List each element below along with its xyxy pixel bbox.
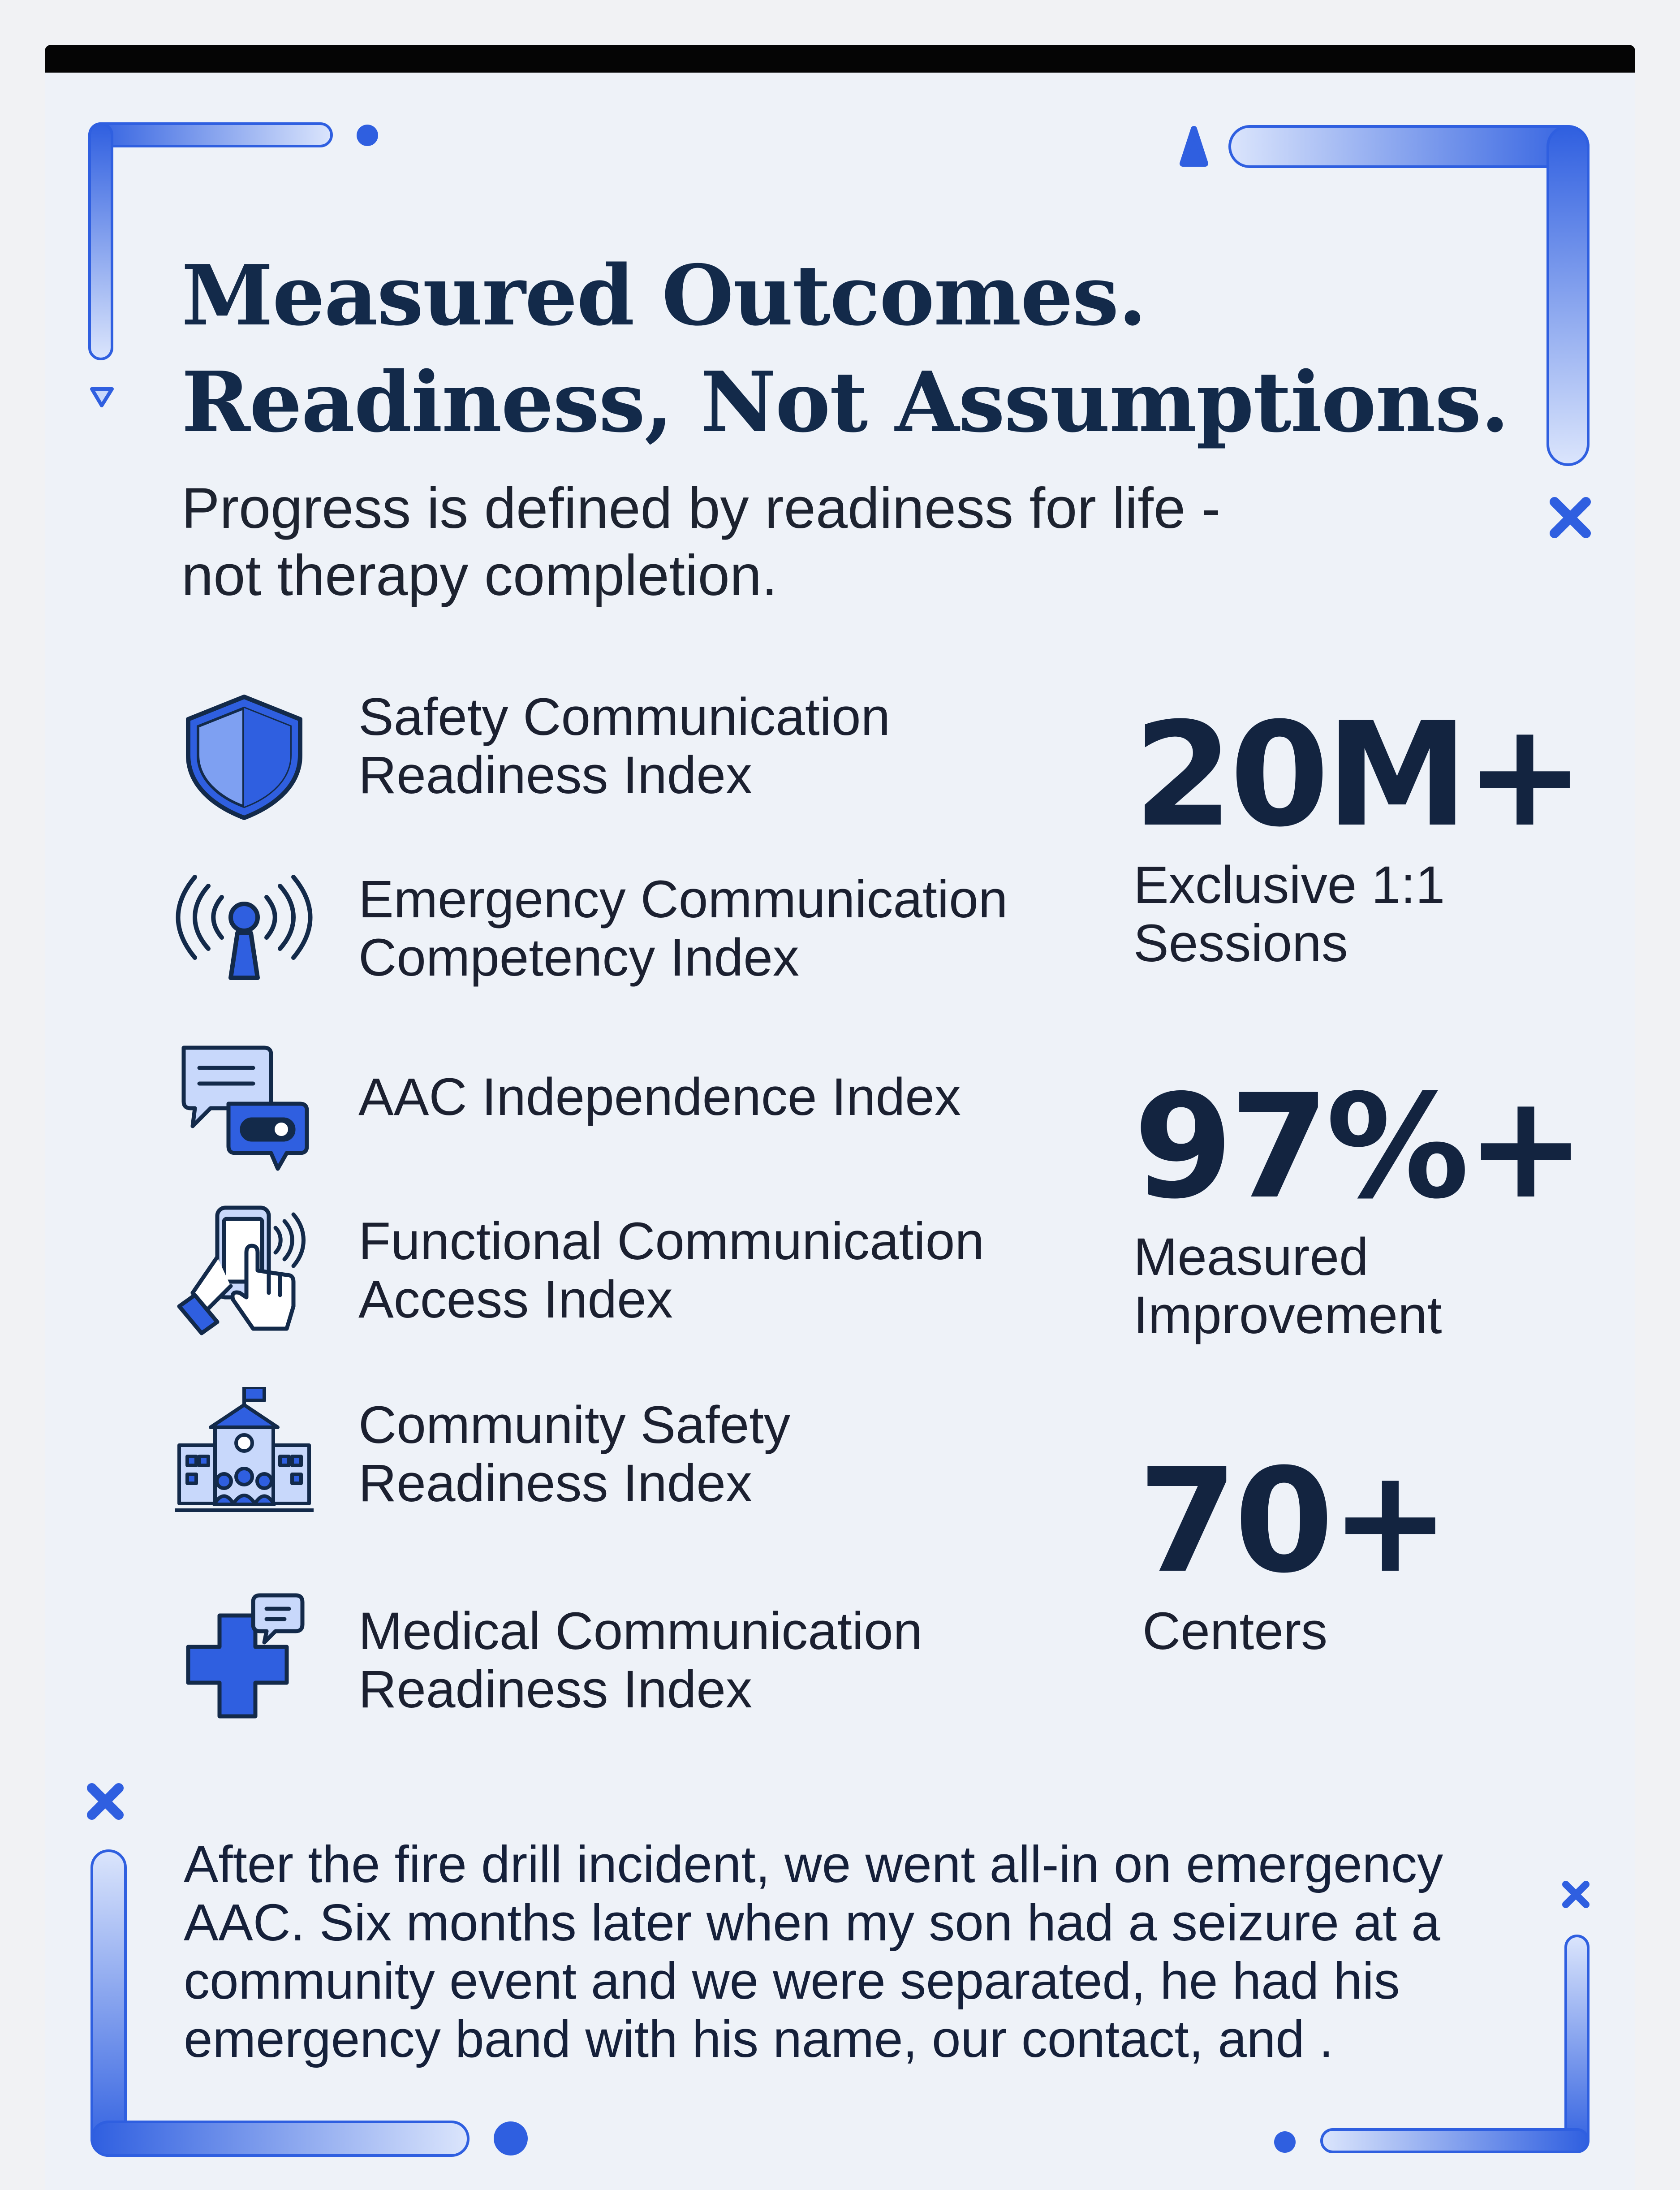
quote-line-1: After the fire drill incident, we went all-in on emergency (184, 1835, 1443, 1893)
metric-emergency-communication (175, 870, 1116, 1014)
headline (181, 242, 1509, 455)
stat-value: 70+ (1138, 1438, 1447, 1605)
stat-value: 97%+ (1133, 1064, 1583, 1231)
metric-label (358, 1396, 1232, 1512)
stat-sessions (1133, 692, 1604, 973)
metric-label (358, 1212, 1232, 1329)
quote-line-2: AAC. Six months later when my son had a seizure at a (184, 1893, 1440, 1952)
headline-line-2: Readiness, Not Assumptions. (181, 353, 1509, 451)
testimonial-quote (184, 1835, 1550, 2068)
metric-label (358, 870, 1232, 987)
metric-label-line-1: Emergency Communication (358, 870, 1008, 929)
metric-medical-communication (175, 1593, 1116, 1736)
metric-safety-communication (175, 688, 1116, 831)
top-bar (45, 45, 1635, 73)
shield-icon (175, 688, 314, 822)
hand-phone-tap-icon (175, 1203, 314, 1338)
medical-cross-chat-icon (175, 1593, 314, 1728)
stat-caption (1133, 856, 1604, 972)
broadcast-signal-icon (175, 870, 314, 1005)
metric-label-line-2: Competency Index (358, 928, 799, 987)
metric-community-safety (175, 1387, 1116, 1530)
stat-value: 20M+ (1133, 692, 1581, 859)
metric-label-line-2: Readiness Index (358, 746, 753, 805)
stat-improvement (1133, 1064, 1604, 1345)
metric-label-line-1: Medical Communication (358, 1602, 923, 1661)
stat-caption-line-1: Measured (1133, 1227, 1369, 1287)
metric-label (358, 1068, 1232, 1126)
quote-line-4: emergency band with his name, our contact, and . (184, 2010, 1334, 2068)
stat-caption-line-1: Centers (1142, 1602, 1328, 1661)
school-community-icon (175, 1387, 314, 1521)
stat-caption-line-2: Improvement (1133, 1286, 1442, 1345)
metric-label-line-1: Community Safety (358, 1395, 790, 1455)
subtitle-line-2: not therapy completion. (181, 544, 778, 608)
subtitle-line-1: Progress is defined by readiness for life - (181, 476, 1221, 540)
metric-label-line-1: AAC Independence Index (358, 1067, 961, 1127)
chat-bubbles-toggle-icon (175, 1039, 314, 1173)
metric-label (358, 1602, 1232, 1719)
quote-line-3: community event and we were separated, he had his (184, 1952, 1400, 2010)
stat-caption-line-2: Sessions (1133, 914, 1348, 973)
metric-label-line-2: Readiness Index (358, 1660, 753, 1719)
metric-label-line-2: Access Index (358, 1270, 673, 1329)
subtitle (181, 475, 1301, 609)
stat-caption (1133, 1228, 1604, 1344)
stat-centers (1138, 1438, 1608, 1661)
metric-label-line-1: Safety Communication (358, 687, 891, 747)
metric-label (358, 688, 1232, 804)
metric-aac-independence (175, 1039, 1116, 1182)
stat-caption (1142, 1602, 1608, 1660)
headline-line-1: Measured Outcomes. (181, 246, 1146, 344)
metric-label-line-1: Functional Communication (358, 1212, 984, 1271)
metric-label-line-2: Readiness Index (358, 1454, 753, 1513)
stat-caption-line-1: Exclusive 1:1 (1133, 855, 1445, 915)
metric-functional-communication (175, 1203, 1116, 1347)
